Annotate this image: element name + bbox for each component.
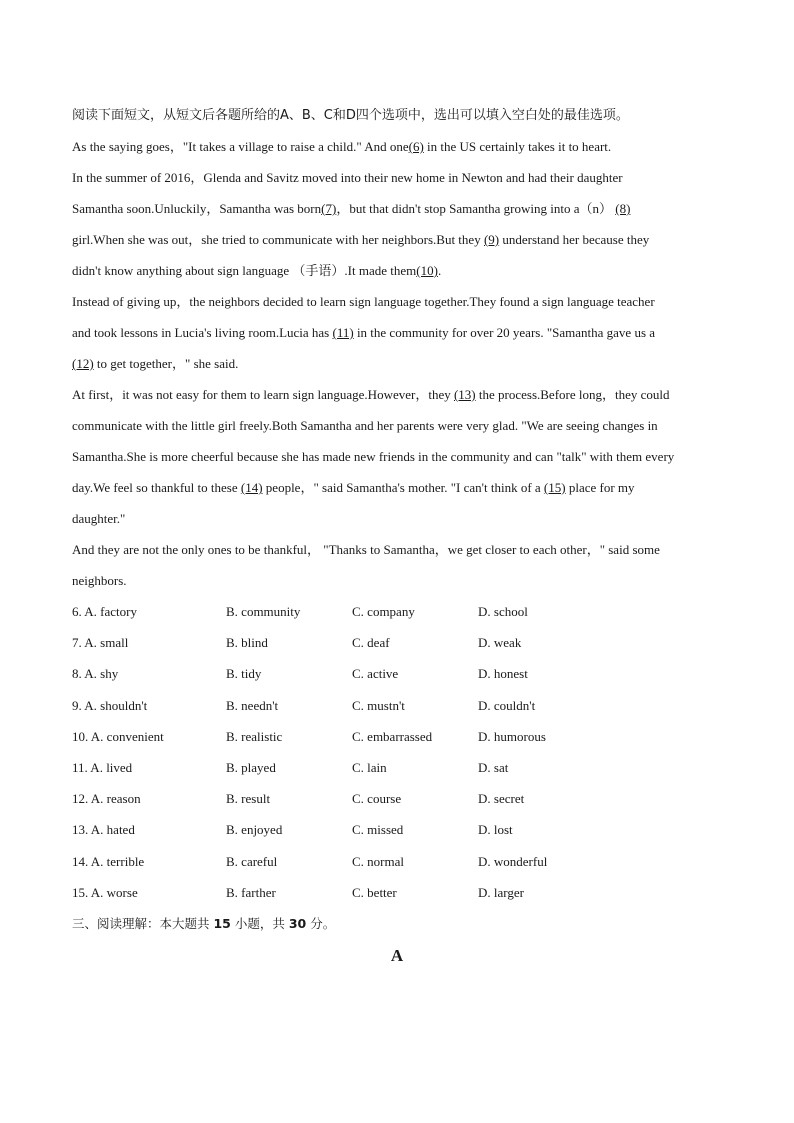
option-a: 10. A. convenient xyxy=(72,728,164,744)
blank-12: (12) xyxy=(72,356,94,371)
option-c: C. active xyxy=(352,666,399,682)
option-d: D. school xyxy=(478,604,528,619)
option-b: B. needn't xyxy=(226,697,279,713)
option-d: D. humorous xyxy=(478,728,546,744)
option-c: C. normal xyxy=(352,853,404,869)
option-row-15 xyxy=(72,877,732,908)
blank-13: (13) xyxy=(453,387,476,402)
option-a: 6. A. factory xyxy=(72,604,137,619)
option-a: 11. A. lived xyxy=(72,759,133,775)
passage-line: daughter." xyxy=(72,511,126,526)
option-b: B. careful xyxy=(226,853,278,869)
options-list xyxy=(72,596,732,908)
option-b: B. played xyxy=(226,759,276,775)
option-a: 12. A. reason xyxy=(72,791,141,807)
section-heading: 三、阅读理解：本大题共 15 小题，共 30 分。 xyxy=(72,915,336,931)
option-c: C. embarrassed xyxy=(352,728,433,744)
option-d: D. secret xyxy=(478,791,525,807)
option-d: D. weak xyxy=(478,635,522,651)
option-c: C. course xyxy=(352,791,402,807)
option-d: D. honest xyxy=(478,666,528,682)
option-c: C. better xyxy=(352,884,397,900)
option-a: 15. A. worse xyxy=(72,884,138,900)
option-b: B. enjoyed xyxy=(226,822,283,838)
passage-line: communicate with the little girl freely.Both Samantha and her parents were very glad. "We are seeing changes in xyxy=(72,418,658,433)
passage-line: Instead of giving up，the neighbors decided to learn sign language together.They found a sign language teacher xyxy=(72,294,655,309)
option-row-10 xyxy=(72,721,732,752)
option-row-14 xyxy=(72,846,732,877)
blank-7: (7) xyxy=(321,201,337,216)
blank-8: (8) xyxy=(615,201,631,216)
passage-line: day.We feel so thankful to these (14) people，" said Samantha's mother. "I can't think of a (15) place for my xyxy=(72,480,635,495)
option-d: D. couldn't xyxy=(478,697,536,713)
document-page xyxy=(72,100,732,939)
option-b: B. realistic xyxy=(226,728,283,744)
option-d: D. lost xyxy=(478,822,513,838)
passage-line: And they are not the only ones to be thankful， "Thanks to Samantha，we get closer to each other，" said some xyxy=(72,542,660,557)
option-c: C. company xyxy=(352,604,415,619)
option-row-12 xyxy=(72,783,732,814)
passage-line: didn't know anything about sign language （手语）.It made them(10). xyxy=(72,263,442,278)
option-b: B. blind xyxy=(226,635,268,651)
option-row-8 xyxy=(72,658,732,689)
option-c: C. lain xyxy=(352,759,387,775)
option-a: 13. A. hated xyxy=(72,822,135,838)
option-d: D. larger xyxy=(478,884,524,900)
passage-line: In the summer of 2016，Glenda and Savitz moved into their new home in Newton and had their daughter xyxy=(72,170,623,185)
passage-line: (12) to get together，" she said. xyxy=(72,356,239,371)
option-row-6 xyxy=(72,596,732,627)
passage-line: girl.When she was out，she tried to communicate with her neighbors.But they (9) understand her because they xyxy=(72,232,650,247)
option-b: B. result xyxy=(226,791,271,807)
option-d: D. wonderful xyxy=(478,853,548,869)
option-row-11 xyxy=(72,752,732,783)
passage-line: As the saying goes，"It takes a village to raise a child." And one(6) in the US certainly takes it to heart. xyxy=(72,139,612,154)
option-d: D. sat xyxy=(478,759,509,775)
blank-15: (15) xyxy=(543,480,566,495)
option-a: 14. A. terrible xyxy=(72,853,145,869)
part-a-heading: A xyxy=(390,946,404,965)
option-c: C. deaf xyxy=(352,635,390,651)
blank-6: (6) xyxy=(408,139,424,154)
option-row-13 xyxy=(72,814,732,845)
passage-line: Samantha.She is more cheerful because she has made new friends in the community and can "talk" with them every xyxy=(72,449,675,464)
passage-line: neighbors. xyxy=(72,573,127,588)
blank-14: (14) xyxy=(240,480,263,495)
passage-line: Samantha soon.Unluckily，Samantha was born(7)，but that didn't stop Samantha growing into a（n） (8) xyxy=(72,201,631,216)
option-a: 9. A. shouldn't xyxy=(72,697,148,713)
option-b: B. tidy xyxy=(226,666,262,682)
blank-11: (11) xyxy=(332,325,354,340)
option-row-9 xyxy=(72,690,732,721)
instruction-text: 阅读下面短文，从短文后各题所给的A、B、C和D四个选项中，选出可以填入空白处的最佳选项。 xyxy=(72,108,629,123)
option-a: 7. A. small xyxy=(72,635,129,651)
option-c: C. mustn't xyxy=(352,697,405,713)
passage-line: At first，it was not easy for them to learn sign language.However，they (13) the process.Before long，they could xyxy=(72,387,670,402)
blank-9: (9) xyxy=(483,232,500,247)
blank-10: (10) xyxy=(416,263,438,278)
passage-line: and took lessons in Lucia's living room.Lucia has (11) in the community for over 20 years. "Samantha gave us a xyxy=(72,325,656,340)
option-c: C. missed xyxy=(352,822,404,838)
option-row-7 xyxy=(72,627,732,658)
option-b: B. community xyxy=(226,604,301,619)
option-b: B. farther xyxy=(226,884,276,900)
option-a: 8. A. shy xyxy=(72,666,119,682)
